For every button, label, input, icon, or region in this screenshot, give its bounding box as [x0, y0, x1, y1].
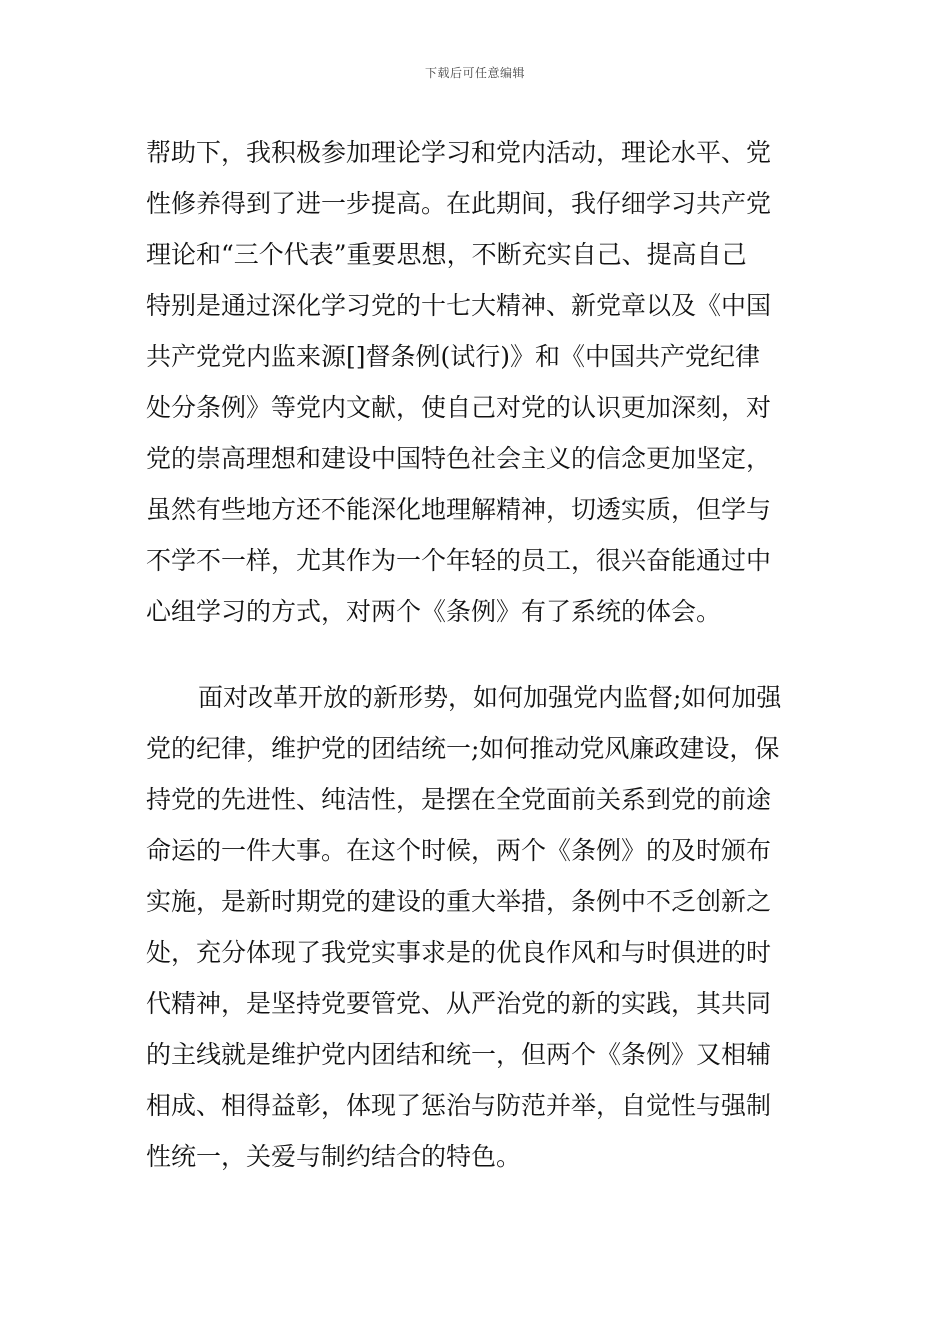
- paragraph-line: 相成、相得益彰，体现了惩治与防范并举，自觉性与强制: [146, 1091, 772, 1120]
- paragraph-line: 理论和“三个代表”重要思想，不断充实自己、提高自己: [146, 240, 747, 269]
- paragraph-2: [146, 672, 810, 1182]
- paragraph-line: 不学不一样，尤其作为一个年轻的员工，很兴奋能通过中: [146, 546, 772, 575]
- paragraph-line: 持党的先进性、纯洁性，是摆在全党面前关系到党的前途: [146, 785, 772, 814]
- paragraph-line: 特别是通过深化学习党的十七大精神、新党章以及《中国: [146, 291, 772, 320]
- page-header: 下载后可任意编辑: [424, 66, 525, 80]
- paragraph-line: 面对改革开放的新形势，如何加强党内监督;如何加强: [198, 683, 782, 712]
- paragraph-line: 的主线就是维护党内团结和统一，但两个《条例》又相辅: [146, 1040, 772, 1069]
- paragraph-line: 代精神，是坚持党要管党、从严治党的新的实践，其共同: [146, 989, 772, 1018]
- paragraph-line: 处分条例》等党内文献，使自己对党的认识更加深刻，对: [146, 393, 772, 422]
- paragraph-line: 命运的一件大事。在这个时候，两个《条例》的及时颁布: [146, 836, 772, 865]
- paragraph-line: 共产党党内监来源[]督条例(试行)》和《中国共产党纪律: [146, 342, 761, 371]
- paragraph-line: 虽然有些地方还不能深化地理解精神，切透实质，但学与: [146, 495, 772, 524]
- paragraph-line: 性统一，关爱与制约结合的特色。: [146, 1142, 522, 1171]
- paragraph-line: 党的崇高理想和建设中国特色社会主义的信念更加坚定，: [146, 444, 772, 473]
- paragraph-line: 实施，是新时期党的建设的重大举措，条例中不乏创新之: [146, 887, 772, 916]
- paragraph-line: 党的纪律，维护党的团结统一;如何推动党风廉政建设，保: [146, 734, 780, 763]
- paragraph-1: [146, 127, 810, 637]
- paragraph-line: 心组学习的方式，对两个《条例》有了系统的体会。: [146, 597, 722, 626]
- paragraph-line: 处，充分体现了我党实事求是的优良作风和与时俱进的时: [146, 938, 772, 967]
- paragraph-line: 性修养得到了进一步提高。在此期间，我仔细学习共产党: [146, 189, 772, 218]
- paragraph-line: 帮助下，我积极参加理论学习和党内活动，理论水平、党: [146, 138, 772, 167]
